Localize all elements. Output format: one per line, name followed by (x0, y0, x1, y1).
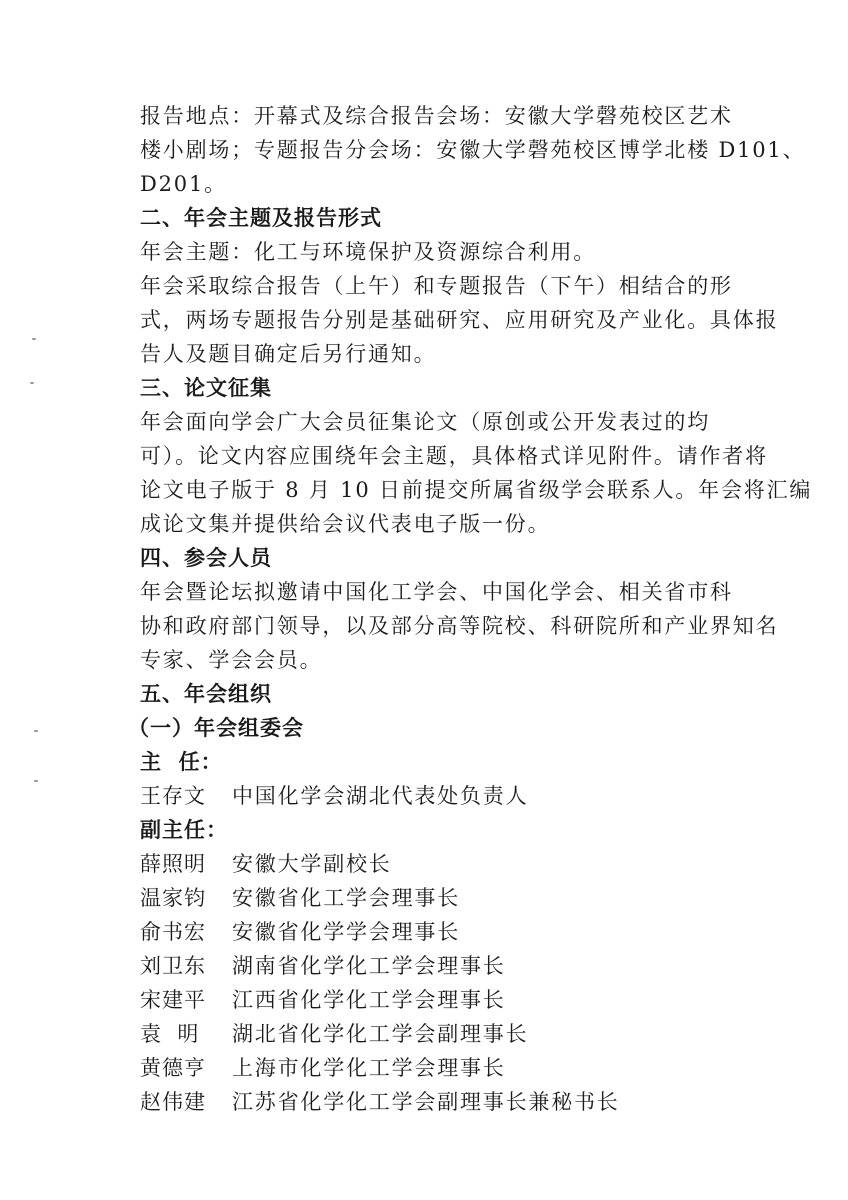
member-title: 安徽大学副校长 (232, 852, 392, 876)
section-3-line-4: 成论文集并提供给会议代表电子版一份。 (140, 512, 551, 536)
member-name: 袁 明 (140, 1022, 200, 1046)
section-3-line-2: 可）。论文内容应围绕年会主题，具体格式详见附件。请作者将 (140, 444, 768, 468)
section-2-theme: 年会主题：化工与环境保护及资源综合利用。 (140, 240, 596, 264)
member-title: 江西省化学化工学会理事长 (232, 988, 506, 1012)
section-4-heading: 四、参会人员 (140, 546, 272, 570)
member-name: 温家钧 (140, 886, 206, 910)
member-title: 安徽省化学学会理事长 (232, 920, 460, 944)
deputy-label: 副主任： (140, 818, 228, 842)
scan-speck (30, 382, 34, 384)
member-row (140, 983, 506, 1017)
director-label: 主 任： (140, 750, 223, 774)
scan-speck (34, 730, 38, 732)
member-name: 刘卫东 (140, 954, 206, 978)
location-line-2: 楼小剧场；专题报告分会场：安徽大学磬苑校区博学北楼 D101、 (140, 138, 806, 162)
member-name: 薛照明 (140, 852, 206, 876)
member-row (140, 915, 460, 949)
section-3-line-3: 论文电子版于 8 月 10 日前提交所属省级学会联系人。年会将汇编 (140, 478, 813, 502)
member-row (140, 1051, 506, 1085)
member-name: 宋建平 (140, 988, 206, 1012)
member-name: 黄德亨 (140, 1056, 206, 1080)
director-row (140, 779, 528, 813)
section-5-heading: 五、年会组织 (140, 682, 272, 706)
member-title: 湖北省化学化工学会副理事长 (232, 1022, 529, 1046)
member-title: 安徽省化工学会理事长 (232, 886, 460, 910)
member-row (140, 949, 506, 983)
member-title: 湖南省化学化工学会理事长 (232, 954, 506, 978)
section-2-format-line-3: 告人及题目确定后另行通知。 (140, 342, 437, 366)
section-2-format-line-1: 年会采取综合报告（上午）和专题报告（下午）相结合的形 (140, 274, 733, 298)
location-line-3: D201。 (140, 172, 227, 196)
section-4-line-1: 年会暨论坛拟邀请中国化工学会、中国化学会、相关省市科 (140, 580, 733, 604)
member-row (140, 847, 392, 881)
section-4-line-3: 专家、学会会员。 (140, 648, 323, 672)
section-3-line-1: 年会面向学会广大会员征集论文（原创或公开发表过的均 (140, 410, 710, 434)
member-title: 江苏省化学化工学会副理事长兼秘书长 (232, 1090, 620, 1114)
section-5-subheading: （一）年会组委会 (128, 716, 304, 740)
member-name: 俞书宏 (140, 920, 206, 944)
member-row (140, 1017, 528, 1051)
scan-speck (32, 338, 36, 340)
member-name: 赵伟建 (140, 1090, 206, 1114)
member-title: 中国化学会湖北代表处负责人 (232, 784, 529, 808)
member-name: 王存文 (140, 784, 206, 808)
location-line-1: 报告地点：开幕式及综合报告会场：安徽大学磬苑校区艺术 (140, 104, 733, 128)
section-3-heading: 三、论文征集 (140, 376, 272, 400)
section-4-line-2: 协和政府部门领导，以及部分高等院校、科研院所和产业界知名 (140, 614, 779, 638)
scan-speck (34, 780, 38, 782)
member-row (140, 1085, 620, 1119)
section-2-heading: 二、年会主题及报告形式 (140, 206, 382, 230)
member-row (140, 881, 460, 915)
member-title: 上海市化学化工学会理事长 (232, 1056, 506, 1080)
section-2-format-line-2: 式，两场专题报告分别是基础研究、应用研究及产业化。具体报 (140, 308, 779, 332)
